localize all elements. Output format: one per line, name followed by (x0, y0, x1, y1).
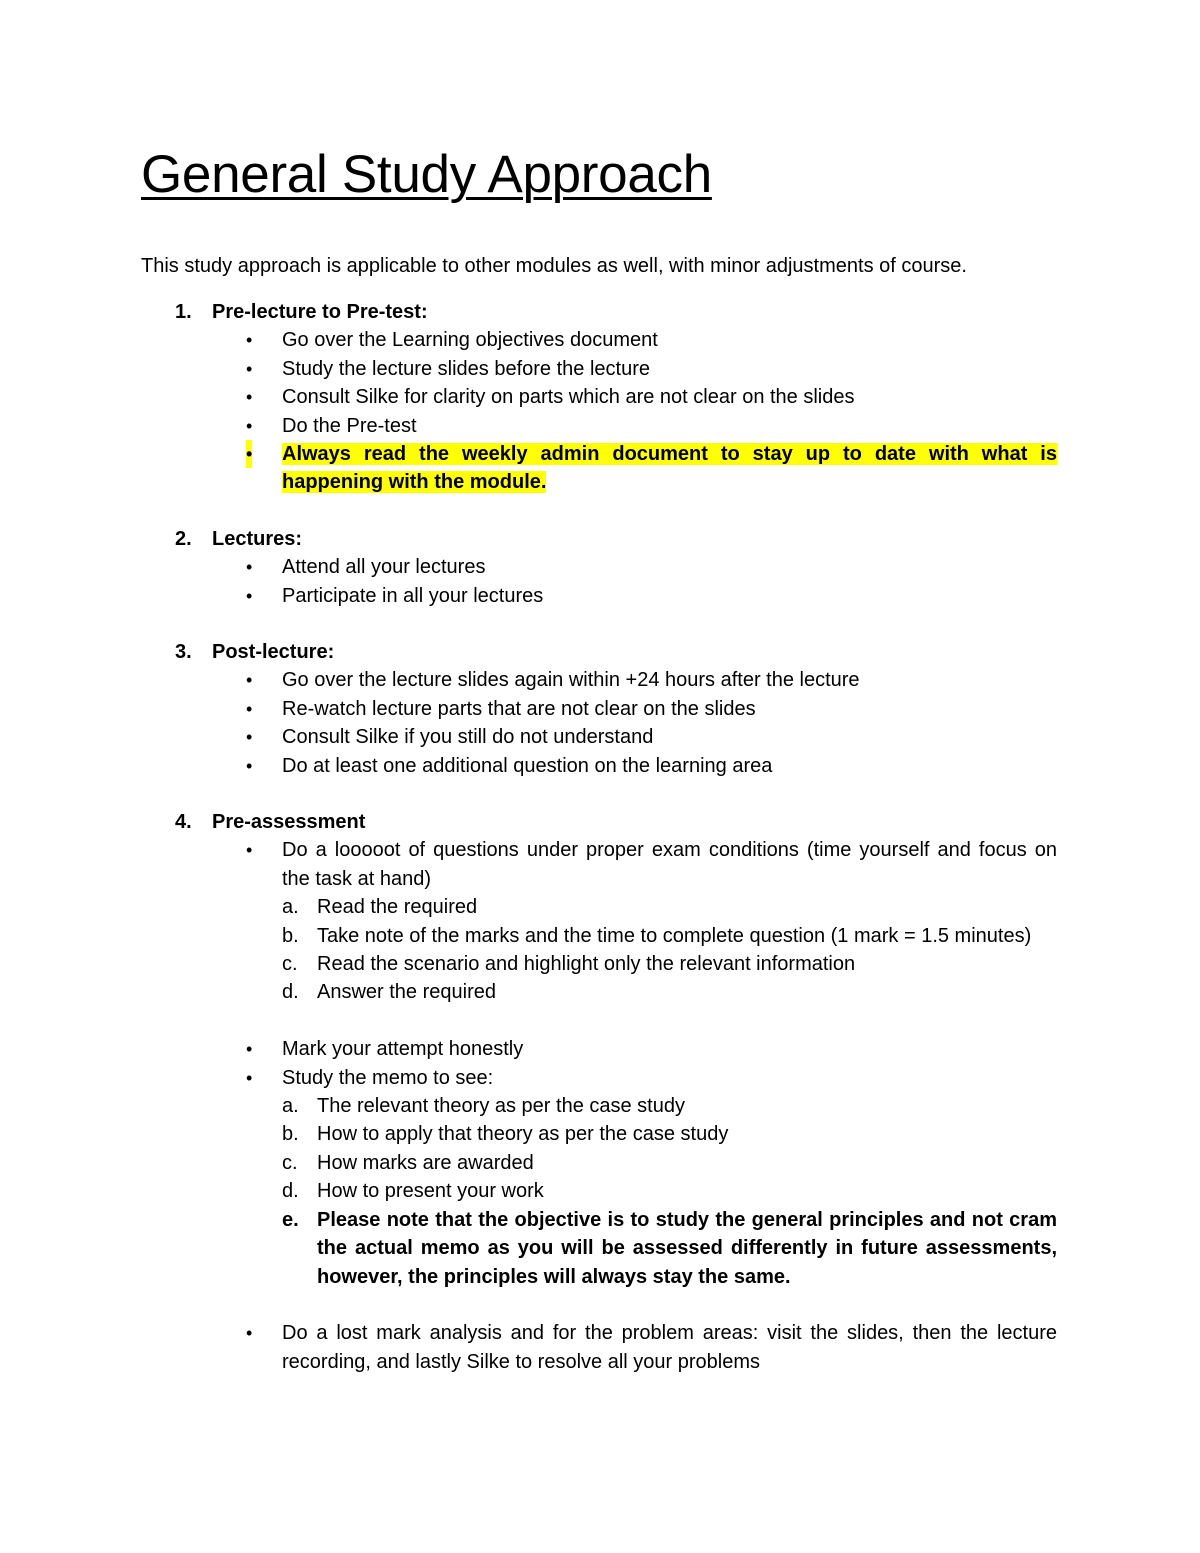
sub-item-letter: e. (282, 1208, 299, 1231)
list-item-text: Go over the lecture slides again within +24 hours after the lecture (282, 669, 860, 692)
sub-item-letter: d. (282, 1180, 299, 1203)
sub-item-text: Please note that the objective is to study the general principles and not cram the actual memo as you will be assessed differently in future assessments, however, the principles will always stay the same. (317, 1208, 1057, 1288)
sub-item-letter: a. (282, 1095, 299, 1118)
list-item-text: Do a lost mark analysis and for the problem areas: visit the slides, then the lecture recording, and lastly Silke to resolve all your problems (282, 1322, 1057, 1373)
bullet-icon: • (246, 1039, 253, 1060)
list-item-text: Do at least one additional question on the learning area (282, 754, 773, 777)
list-item (0, 752, 1057, 780)
list-item (0, 1319, 1057, 1376)
list-item-text: Do the Pre-test (282, 414, 417, 437)
highlighted-text: Always read the weekly admin document to stay up to date with what is happening with the module. (282, 443, 1057, 494)
sub-item-text: Answer the required (317, 981, 496, 1004)
bullet-icon: • (246, 585, 253, 606)
bullet-icon: • (246, 440, 252, 468)
list-item-text: Mark your attempt honestly (282, 1038, 524, 1061)
list-item (0, 1035, 1057, 1063)
section-title: Pre-lecture to Pre-test: (212, 301, 428, 323)
sub-item-letter: c. (282, 1151, 298, 1174)
section-number: 4. (175, 811, 192, 834)
list-item-text: Go over the Learning objectives document (282, 329, 658, 352)
bullet-icon: • (246, 415, 253, 436)
list-item-text: Attend all your lectures (282, 556, 486, 579)
sub-list-item (0, 922, 1057, 950)
sub-item-letter: c. (282, 953, 298, 976)
sub-list-item (0, 1120, 1057, 1148)
sub-list-item (0, 1177, 1057, 1205)
list-item (0, 723, 1057, 751)
bullet-icon: • (246, 557, 253, 578)
list-item (0, 666, 1057, 694)
list-item (0, 412, 1057, 440)
spacer (0, 1007, 1200, 1035)
section-number: 2. (175, 527, 192, 550)
section-title: Post-lecture: (212, 641, 335, 664)
section-heading (0, 298, 1200, 326)
sub-item-text: Read the scenario and highlight only the relevant information (317, 953, 856, 976)
bullet-icon: • (246, 387, 253, 408)
bullet-icon: • (246, 330, 253, 351)
section-title: Lectures: (212, 527, 303, 550)
list-item (0, 553, 1057, 581)
sub-item-letter: d. (282, 981, 299, 1004)
highlighted-list-item (0, 440, 1057, 497)
bullet-icon: • (246, 670, 253, 691)
list-item-text: Participate in all your lectures (282, 584, 544, 607)
bullet-icon: • (246, 1067, 253, 1088)
list-item (0, 326, 1057, 354)
list-item-text: Consult Silke if you still do not understand (282, 726, 654, 749)
list-item-text: Consult Silke for clarity on parts which are not clear on the slides (282, 386, 855, 409)
section-post-lecture (0, 638, 1200, 780)
sub-item-text: How marks are awarded (317, 1151, 534, 1174)
section-heading (0, 525, 1200, 553)
sub-list-item (0, 978, 1057, 1006)
sub-list-item (0, 1149, 1057, 1177)
list-item (0, 383, 1057, 411)
list-item-text: Re-watch lecture parts that are not clear on the slides (282, 697, 756, 720)
bullet-icon: • (246, 698, 253, 719)
sub-item-text: How to apply that theory as per the case study (317, 1123, 729, 1146)
sub-item-letter: b. (282, 1123, 299, 1146)
section-pre-assessment (0, 808, 1200, 1376)
section-heading (0, 638, 1200, 666)
sub-item-text: The relevant theory as per the case study (317, 1095, 685, 1118)
section-pre-lecture (0, 298, 1200, 497)
section-title: Pre-assessment (212, 811, 366, 834)
sub-list-item (0, 1092, 1057, 1120)
list-item-text: Study the memo to see: (282, 1066, 494, 1089)
bullet-icon: • (246, 1323, 253, 1344)
study-steps-list (0, 298, 1200, 1376)
sub-list-item (0, 893, 1057, 921)
sub-item-text: Take note of the marks and the time to complete question (1 mark = 1.5 minutes) (317, 924, 1032, 947)
sub-item-letter: a. (282, 896, 299, 919)
section-number: 1. (175, 301, 192, 323)
list-item (0, 695, 1057, 723)
sub-item-text: How to present your work (317, 1180, 544, 1203)
sub-item-text: Read the required (317, 896, 478, 919)
list-item (0, 836, 1057, 893)
section-heading (0, 808, 1200, 836)
document-title: General Study Approach (141, 145, 712, 204)
list-item-text: Do a looooot of questions under proper exam conditions (time yourself and focus on the task at hand) (282, 839, 1057, 890)
spacer (0, 1291, 1200, 1319)
emphasis-note (0, 1206, 1057, 1291)
list-item (0, 355, 1057, 383)
list-item (0, 1064, 1057, 1092)
bullet-icon: • (246, 840, 253, 861)
section-number: 3. (175, 641, 192, 664)
section-lectures (0, 525, 1200, 610)
intro-paragraph: This study approach is applicable to other modules as well, with minor adjustments of course. (141, 255, 967, 277)
list-item (0, 582, 1057, 610)
bullet-icon: • (246, 727, 253, 748)
bullet-icon: • (246, 358, 253, 379)
sub-item-letter: b. (282, 924, 299, 947)
bullet-icon: • (246, 755, 253, 776)
list-item-text: Study the lecture slides before the lecture (282, 357, 650, 380)
sub-list-item (0, 950, 1057, 978)
